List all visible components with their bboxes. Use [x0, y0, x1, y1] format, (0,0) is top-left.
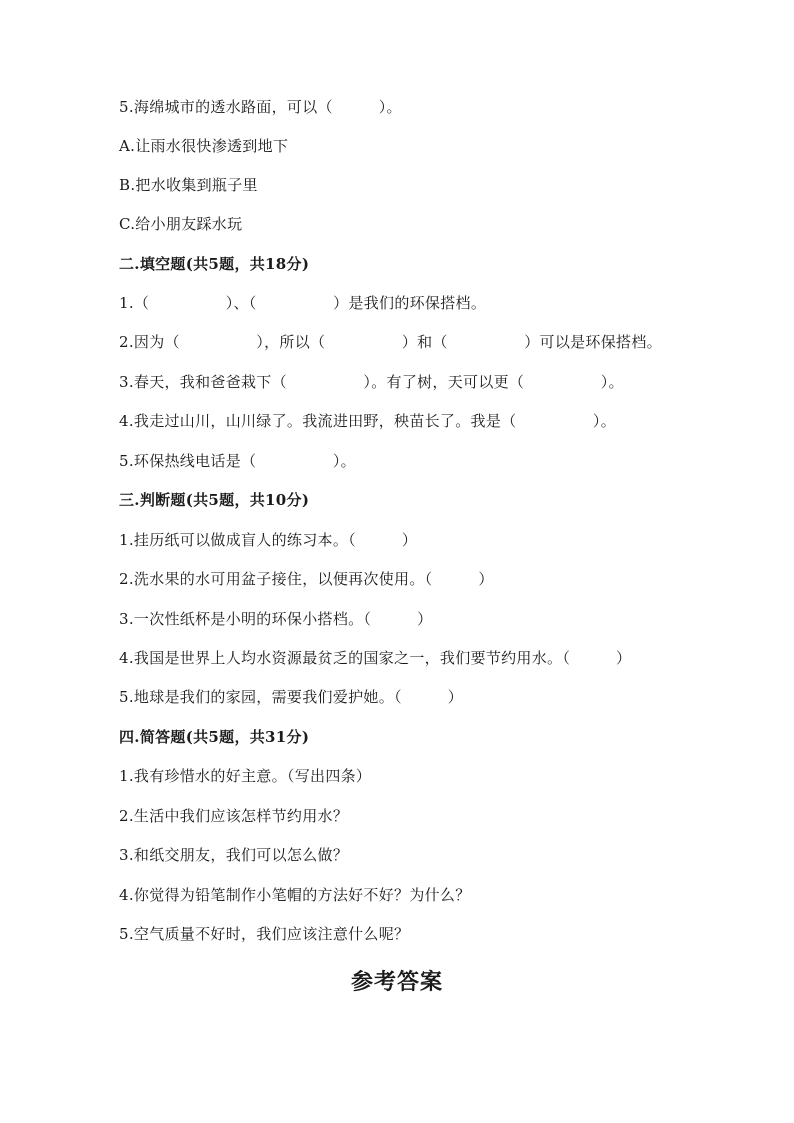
question-s4-3: 3.和纸交朋友，我们可以怎么做？: [119, 846, 349, 864]
section-title-fill-blank: 二.填空题(共5题，共18分): [119, 255, 310, 273]
question-s2-3: 3.春天，我和爸爸栽下（ ）。有了树，天可以更（ ）。: [119, 373, 624, 391]
question-s2-5: 5.环保热线电话是（ ）。: [119, 452, 356, 470]
question-s1-5: 5.海绵城市的透水路面，可以（ ）。: [119, 98, 402, 116]
option-a: A.让雨水很快渗透到地下: [119, 137, 289, 155]
section-title-short-answer: 四.简答题(共5题，共31分): [119, 728, 310, 746]
question-s3-5: 5.地球是我们的家园，需要我们爱护她。（ ）: [119, 688, 464, 706]
question-s3-4: 4.我国是世界上人均水资源最贫乏的国家之一，我们要节约用水。（ ）: [119, 649, 632, 667]
question-s3-2: 2.洗水果的水可用盆子接住，以便再次使用。（ ）: [119, 570, 494, 588]
question-s4-1: 1.我有珍惜水的好主意。（写出四条）: [119, 767, 372, 785]
section-title-true-false: 三.判断题(共5题，共10分): [119, 491, 310, 509]
answer-key-title: 参考答案: [350, 969, 443, 995]
question-s2-1: 1.（ ）、（ ）是我们的环保搭档。: [119, 294, 487, 312]
question-s4-2: 2.生活中我们应该怎样节约用水？: [119, 807, 349, 825]
question-s4-5: 5.空气质量不好时，我们应该注意什么呢？: [119, 925, 410, 943]
question-s3-3: 3.一次性纸杯是小明的环保小搭档。（ ）: [119, 610, 433, 628]
question-s2-4: 4.我走过山川，山川绿了。我流进田野，秧苗长了。我是（ ）。: [119, 412, 617, 430]
question-s3-1: 1.挂历纸可以做成盲人的练习本。（ ）: [119, 531, 418, 549]
question-s2-2: 2.因为（ ），所以（ ）和（ ）可以是环保搭档。: [119, 333, 662, 351]
question-s4-4: 4.你觉得为铅笔制作小笔帽的方法好不好？为什么？: [119, 886, 471, 904]
option-c: C.给小朋友踩水玩: [119, 215, 243, 233]
option-b: B.把水收集到瓶子里: [119, 176, 258, 194]
